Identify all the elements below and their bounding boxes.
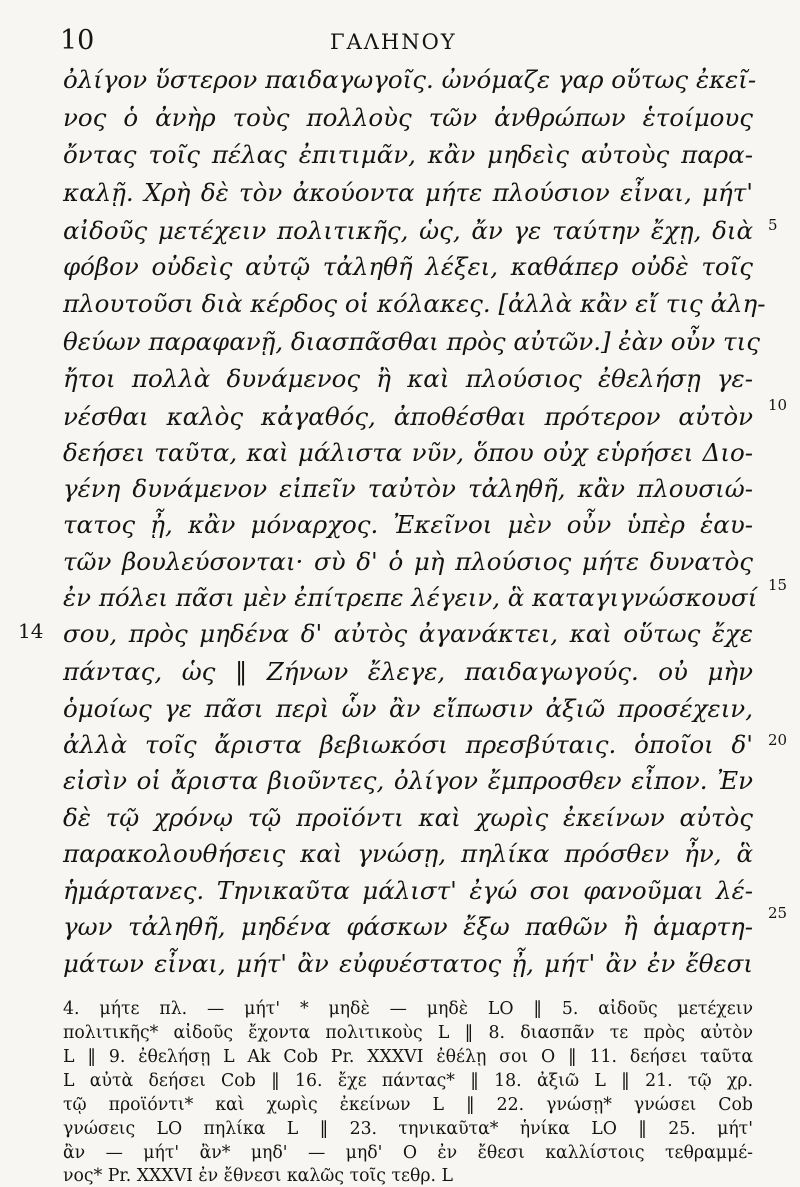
line-number-10: 10: [768, 396, 788, 414]
text-line: ἤτοι πολλὰ δυνάμενος ἢ καὶ πλούσιος ἐθελήσῃ γε-: [63, 364, 753, 393]
text-line: γένη δυνάμενον εἰπεῖν ταὐτὸν τἀληθῆ, κἂν πλουσιώ-: [63, 474, 753, 503]
text-line: ὄντας τοῖς πέλας ἐπιτιμᾶν, κἂν μηδεὶς αὐτοὺς παρα-: [63, 140, 753, 169]
text-line: ἀλλὰ τοῖς ἄριστα βεβιωκόσι πρεσβύταις. ὁποῖοι δ': [63, 730, 753, 759]
apparatus-line: L ‖ 9. ἐθελήσῃ L Ak Cob Pr. XXXVI ἐθέλῃ σοι O ‖ 11. δεήσει ταῦτα: [63, 1047, 753, 1067]
text-line: πάντας, ὡς ‖ Ζήνων ἔλεγε, παιδαγωγούς. οὐ μὴν: [63, 657, 753, 686]
text-line: θεύων παραφανῇ, διασπᾶσθαι πρὸς αὐτῶν.] ἐὰν οὖν τις: [63, 327, 760, 356]
text-line: ὀλίγον ὕστερον παιδαγωγοῖς. ὠνόμαζε γαρ οὕτως ἐκεῖ-: [63, 65, 757, 94]
text-line: γων τἀληθῆ, μηδένα φάσκων ἔξω παθῶν ἢ ἁμαρτη-: [63, 912, 753, 941]
text-line: δεήσει ταῦτα, καὶ μάλιστα νῦν, ὅπου οὐχ εὑρήσει Διο-: [63, 438, 753, 467]
page-number: 10: [60, 25, 95, 56]
line-number-25: 25: [768, 904, 788, 922]
apparatus-line: νος* Pr. XXXVI ἐν ἔθνεσι καλῶς τοῖς τεθρ. L: [63, 1166, 454, 1186]
line-number-20: 20: [768, 731, 788, 749]
line-number-15: 15: [768, 576, 788, 594]
text-line: αἰδοῦς μετέχειν πολιτικῆς, ὡς, ἄν γε ταύτην ἔχῃ, διὰ: [63, 216, 753, 245]
running-title: ΓΑΛΗΝΟΥ: [330, 30, 457, 54]
apparatus-line: πολιτικῆς* αἰδοῦς ἔχοντα πολιτικοὺς L ‖ 8. διασπᾶν τε πρὸς αὐτὸν: [63, 1023, 753, 1043]
text-line: τῶν βουλεύσονται· σὺ δ' ὁ μὴ πλούσιος μήτε δυνατὸς: [63, 547, 753, 576]
text-line: νος ὁ ἀνὴρ τοὺς πολλοὺς τῶν ἀνθρώπων ἑτοίμους: [63, 103, 753, 132]
margin-page-marker: 14: [18, 619, 44, 643]
text-line: μάτων εἶναι, μήτ' ἂν εὐφυέστατος ᾖ, μήτ' ἂν ἐν ἔθεσι: [63, 949, 753, 978]
text-line: πλουτοῦσι διὰ κέρδος οἱ κόλακες. [ἀλλὰ κἂν εἴ τις ἀλη-: [63, 289, 766, 318]
text-line: ἐν πόλει πᾶσι μὲν ἐπίτρεπε λέγειν, ἃ καταγιγνώσκουσί: [63, 583, 758, 612]
text-line: καλῇ. Χρὴ δὲ τὸν ἀκούοντα μήτε πλούσιον εἶναι, μήτ': [63, 178, 753, 207]
text-line: ἡμάρτανες. Τηνικαῦτα μάλιστ' ἐγώ σοι φανοῦμαι λέ-: [63, 876, 753, 905]
apparatus-line: ἂν — μήτ' ἂν* μηδ' — μηδ' O ἐν ἔθεσι καλλίστοις τεθραμμέ-: [63, 1143, 753, 1163]
apparatus-line: L αὐτὰ δεήσει Cob ‖ 16. ἔχε πάντας* ‖ 18. ἀξιῶ L ‖ 21. τῷ χρ.: [63, 1071, 753, 1091]
text-line: ὁμοίως γε πᾶσι περὶ ὧν ἂν εἴπωσιν ἀξιῶ προσέχειν,: [63, 694, 753, 723]
line-number-5: 5: [768, 216, 778, 234]
text-line: σου, πρὸς μηδένα δ' αὐτὸς ἀγανάκτει, καὶ οὕτως ἔχε: [63, 619, 753, 648]
text-line: νέσθαι καλὸς κἀγαθός, ἀποθέσθαι πρότερον αὐτὸν: [63, 402, 753, 431]
text-line: παρακολουθήσεις καὶ γνώσῃ, πηλίκα πρόσθεν ἦν, ἃ: [63, 839, 753, 868]
text-line: δὲ τῷ χρόνῳ τῷ προϊόντι καὶ χωρὶς ἐκείνων αὐτὸς: [63, 803, 753, 832]
apparatus-line: 4. μήτε πλ. — μήτ' * μηδὲ — μηδὲ LO ‖ 5. αἰδοῦς μετέχειν: [63, 999, 753, 1019]
apparatus-line: τῷ προϊόντι* καὶ χωρὶς ἐκείνων L ‖ 22. γνώσῃ* γνώσει Cob: [63, 1095, 753, 1115]
text-line: τατος ᾖ, κἂν μόναρχος. Ἐκεῖνοι μὲν οὖν ὑπὲρ ἑαυ-: [63, 510, 753, 539]
text-line: εἰσὶν οἱ ἄριστα βιοῦντες, ὀλίγον ἔμπροσθεν εἶπον. Ἐν: [63, 766, 753, 795]
apparatus-line: γνώσεις LO πηλίκα L ‖ 23. τηνικαῦτα* ἡνίκα LO ‖ 25. μήτ': [63, 1119, 753, 1139]
text-line: φόβον οὐδεὶς αὐτῷ τἀληθῆ λέξει, καθάπερ οὐδὲ τοῖς: [63, 252, 753, 281]
